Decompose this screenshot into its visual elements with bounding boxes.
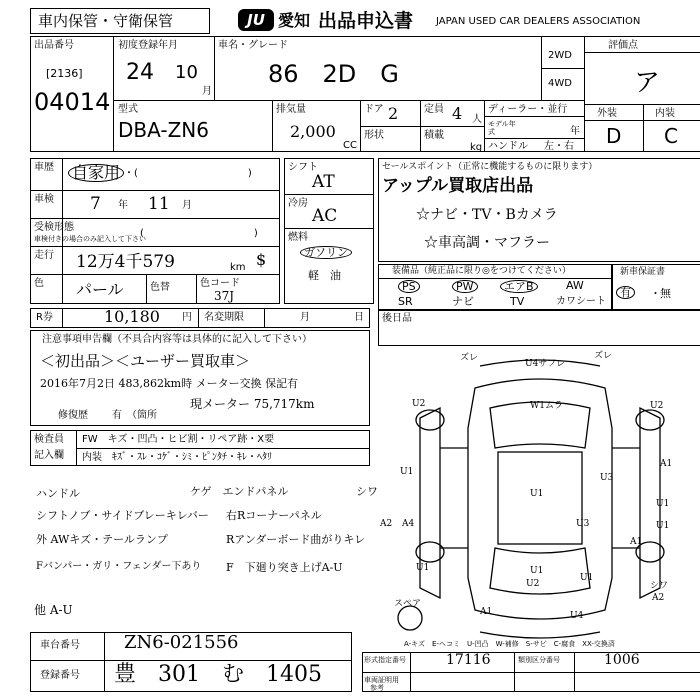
capacity-unit: 人 [472,114,482,125]
cooling-value: AC [312,206,338,226]
spare-label: スペア [394,599,422,609]
mileage-unit: km [230,262,246,273]
mileage-label: 走行 [34,250,54,261]
inspection-year: 7 [90,194,101,214]
mark-1: ズレ [460,353,479,363]
registration-year: 24 [126,60,154,85]
displacement-label: 排気量 [276,104,306,115]
exterior-label: 外装 [597,108,617,119]
drive-4wd: 4WD [548,78,572,89]
handnote-5: ケゲ エンドパネル [190,485,289,498]
mark-16: U3 [576,519,590,529]
handle-value: 左・右 [544,141,574,152]
equipment-airbag: エアB [500,280,538,293]
inspector-entry-label: 記入欄 [34,450,64,461]
shape-label: 形状 [364,130,384,141]
doors-value: 2 [388,104,399,123]
load-unit: kg [470,142,483,153]
inspector-label: 検査員 [34,434,64,445]
handnote-2: シフトノブ・サイドブレーキレバー [36,509,209,522]
registration-label: 初度登録年月 [118,40,178,51]
model-year-unit: 年 [570,126,580,137]
form-title: 出品申込書 [318,10,414,32]
association-name: 愛知 [278,11,311,30]
handnote-7: Rアンダーボード曲がりキレ [226,533,366,546]
lot-number: 04014 [34,88,111,116]
type-value: DBA-ZN6 [118,118,209,142]
handnote-10: 他 A-U [34,603,73,617]
notes-label: 注意事項申告欄（不具合内容等は具体的に記入して下さい） [42,334,312,345]
handnote-3: 外 AWキズ・テールランプ [36,533,168,546]
interior-label: 内装 [655,108,675,119]
rticket-value: 10,180 [104,307,160,326]
mark-19: U1 [530,566,544,576]
english-name: JAPAN USED CAR DEALERS ASSOCIATION [436,16,641,27]
equipment-label: 装備品（純正品に限り◎をつけてください） [392,266,571,276]
mark-9: U1 [530,489,544,499]
rticket-unit: 円 [182,312,192,323]
sales-point-1: アップル買取店出品 [382,176,534,196]
cert-type-label: 形式指定番号 [364,656,406,664]
inspection-month-unit: 月 [182,200,192,211]
inspection-month: 11 [148,194,170,214]
notes-line-2: 2016年7月2日 483,862km時 メーター交換 保記有 [40,377,299,390]
registration-month-unit: 月 [202,86,212,97]
mark-17: シワ [650,581,669,591]
load-label: 積載 [424,130,444,141]
mark-23: A1 [480,607,493,617]
inspection-label: 車検 [34,194,54,205]
fuel-label: 燃料 [288,232,308,243]
handnote-9: シワ [356,485,378,498]
history-suffix: ・( ) [124,168,252,179]
color-code: 37J [214,289,235,303]
warranty-yes: 有 [616,286,635,299]
mark-10: U3 [600,473,614,483]
lot-label: 出品番号 [34,40,74,51]
handnote-6: 右Rコーナーパネル [226,509,322,522]
model-year-label: モデル年式 [488,120,516,136]
notes-line-1: ＜初出品＞＜ユーザー買取車＞ [40,352,251,370]
mark-3: ズレ [594,351,613,361]
handnote-1: ハンドル [36,487,80,500]
name-change-month: 月 [300,312,310,323]
registration-month: 10 [175,62,198,83]
rticket-label: R券 [36,312,53,323]
mark-14: U1 [656,521,670,531]
displacement-value: 2,000 [290,122,336,141]
storage-title: 車内保管・守衛保管 [38,12,174,30]
plate-label: 登録番号 [40,670,80,681]
color-label: 色 [34,278,44,289]
handle-label: ハンドル [488,141,528,152]
handnote-4: Fバンパー・ガリ・フェンダー下あり [36,561,202,572]
cooling-label: 冷房 [288,198,308,209]
equipment-aw: AW [566,279,584,292]
equipment-sr: SR [398,295,413,308]
acceptance-sub-label: 車検付きの場合のみ記入して下さい [34,235,146,243]
handnote-8: F 下廻り突き上げA-U [226,561,343,574]
inspector-interior-row: 内装 ｷｽﾞ・ｽﾚ・ｺｹﾞ・ｼﾐ・ﾋﾟﾝﾀﾁ・ｷﾚ・ﾍﾀﾘ [82,452,272,463]
score-label: 評価点 [608,40,638,51]
cert-class-label: 類別区分番号 [518,656,560,664]
mark-21: U2 [526,579,540,589]
mark-18: U1 [416,563,430,573]
cert-class-value: 1006 [604,652,640,668]
mileage-value: 12万4千579 [76,252,175,272]
displacement-unit: CC [343,140,357,151]
cert-ref-sub: 参考 [370,684,384,692]
mark-12: A4 [402,519,415,529]
car-damage-diagram [380,348,700,648]
equipment-tv: TV [510,295,525,308]
color-replace-label: 色替 [150,282,170,293]
fuel-diesel: 軽 油 [308,269,341,282]
cert-type-value: 17116 [446,652,491,668]
drive-2wd: 2WD [548,50,572,61]
sales-point-3: ☆車高調・マフラー [424,235,550,251]
mark-24: U4 [570,611,584,621]
mileage-mark: $ [256,250,267,269]
equipment-leather-seat: カワシート [556,296,606,307]
acceptance-label: 受検形態 [34,222,74,233]
warranty-separator: ・ [650,287,661,300]
legend: A-キズ E-ヘコミ U-凹凸 W-補修 S-サビ C-腐食 XX-交換済 [404,640,615,648]
notes-line-3: 現メーター 75,717km [190,397,315,411]
repair-value: 有 （箇所 [112,410,157,421]
model-value: 86 2D G [268,60,399,88]
after-registration-block [378,310,700,346]
sales-point-2: ☆ナビ・TV・Bカメラ [416,207,558,223]
dealer-label: ディーラー・並行 [488,104,568,115]
exterior-value: D [606,124,622,148]
mark-15: A1 [630,537,643,547]
mark-20: U1 [580,573,594,583]
plate-value: 豊 301 む 1405 [114,662,322,687]
color-code-label: 色コード [200,278,240,289]
mark-6: U2 [650,401,664,411]
capacity-value: 4 [452,104,463,123]
model-label: 車名・グレード [218,40,288,51]
mark-2: U4サフレ [525,359,565,369]
score-value: ア [634,68,661,98]
chassis-value: ZN6-021556 [124,632,239,653]
equipment-ps: PS [398,280,420,293]
mark-11: A2 [380,519,393,529]
inspection-year-unit: 年 [118,200,128,211]
capacity-label: 定員 [424,104,444,115]
mark-7: A1 [660,459,673,469]
mark-5: W1ムラ [530,401,563,411]
mark-4: U2 [412,399,426,409]
mark-13: U1 [656,499,670,509]
inspector-fw-row: FW キズ・凹凸・ヒビ割・リペア跡・X要 [82,434,275,445]
history-label: 車歴 [34,162,54,173]
chassis-label: 車台番号 [40,640,80,651]
acceptance-bracket: ( ) [140,228,258,239]
name-change-day: 日 [354,312,364,323]
shift-value: AT [312,172,335,192]
type-label: 型式 [118,104,138,115]
lot-sub-number: [2136] [46,67,83,80]
repair-label: 修復歴 [58,410,88,421]
cert-ref-label: 車両証明用 [364,676,399,684]
history-value: 自家用 [68,164,124,182]
name-change-label: 名変期限 [204,312,244,323]
doors-label: ドア [364,104,384,115]
rticket-block [30,308,370,328]
equipment-navi: ナビ [452,295,474,308]
fuel-gasoline: ガソリン [300,246,352,259]
sales-points-label: セールスポイント（正常に機能するものに限ります） [382,162,598,172]
mark-22: A2 [652,593,665,603]
equipment-pw: PW [452,280,478,293]
color-value: パール [76,280,124,299]
ju-logo: JU [238,9,274,31]
after-registration-label: 後日品 [382,313,412,324]
warranty-label: 新車保証書 [620,267,666,277]
warranty-no: 無 [660,287,671,300]
shift-label: シフト [288,162,318,173]
mark-8: U1 [400,467,414,477]
interior-value: C [664,124,678,148]
